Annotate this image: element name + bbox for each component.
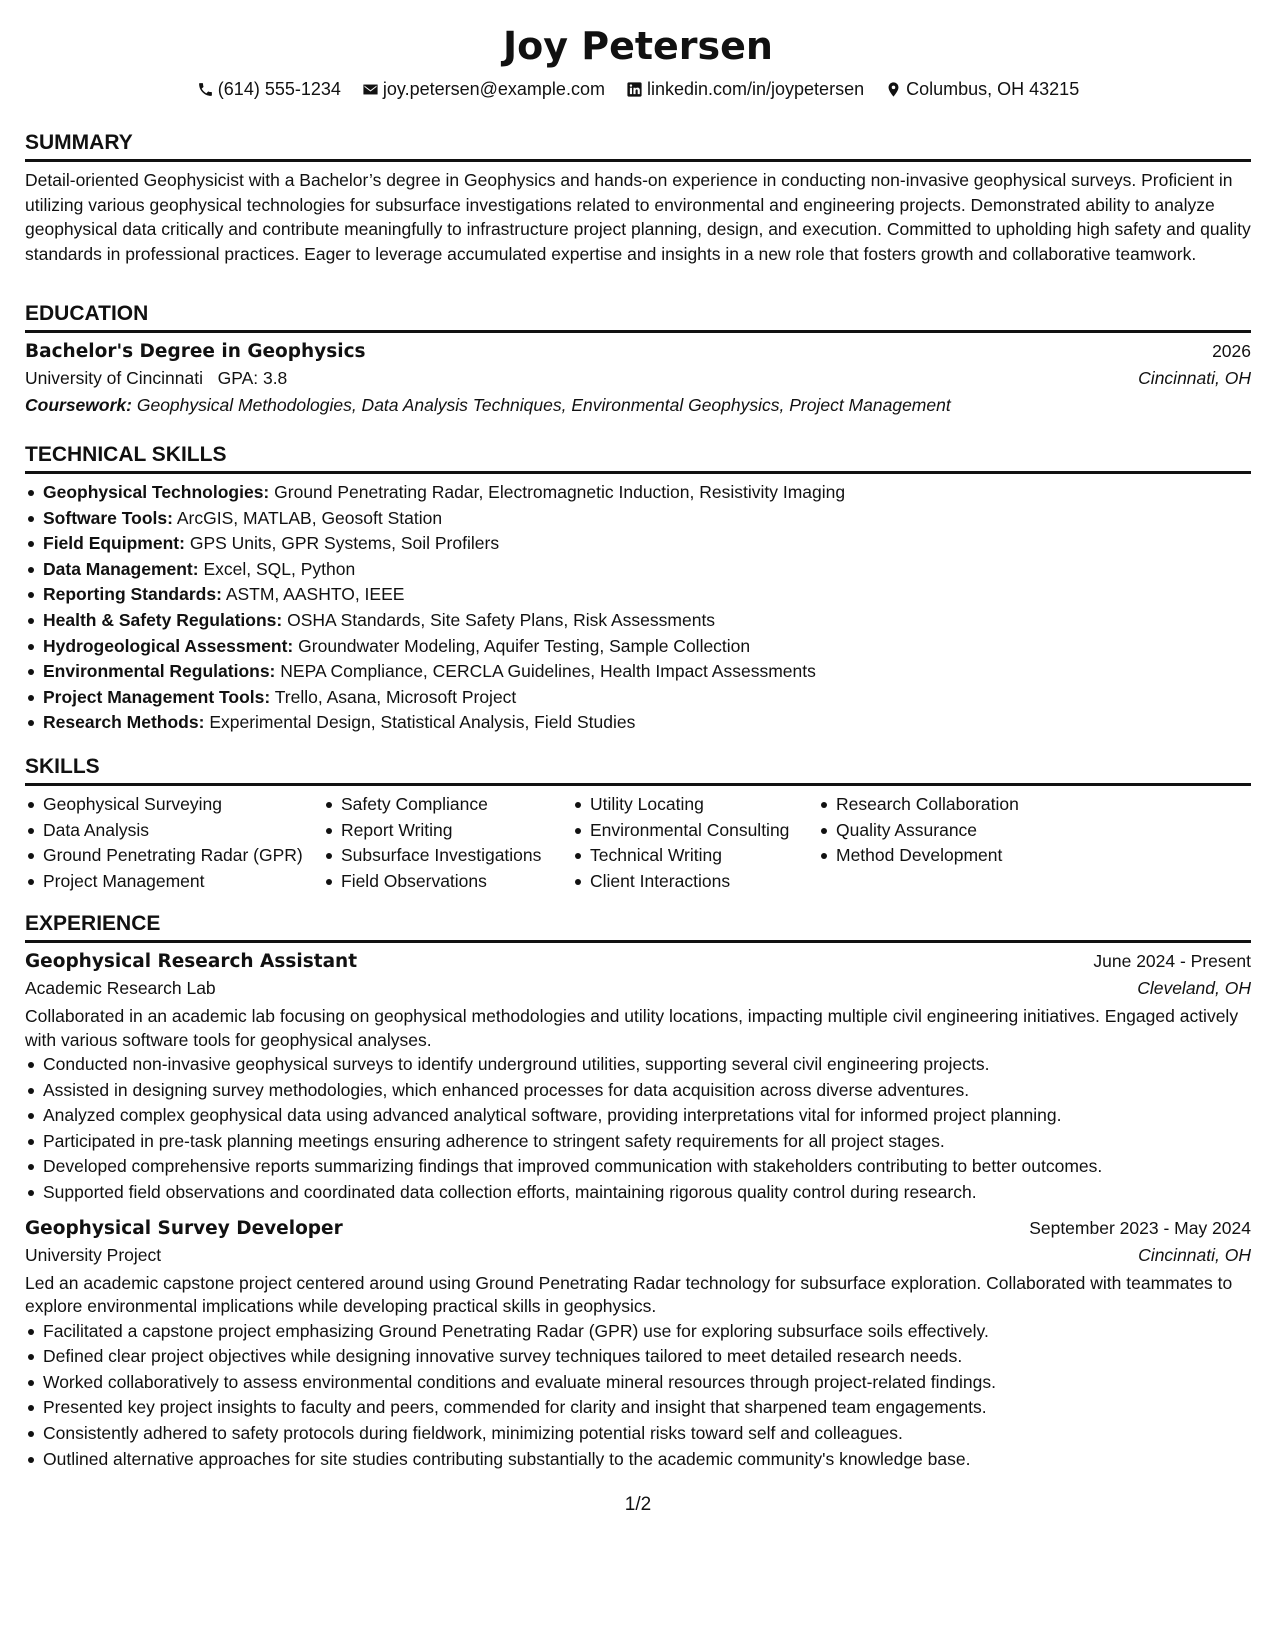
job-bullet: Facilitated a capstone project emphasizing Ground Penetrating Radar (GPR) use for exploring subsurface soils effectively. [43,1319,1251,1345]
job-dates: September 2023 - May 2024 [1029,1217,1251,1238]
contact-bar [25,79,1251,103]
skills-column [25,792,323,894]
skill-values: NEPA Compliance, CERCLA Guidelines, Health Impact Assessments [280,661,816,682]
job-bullets [25,1052,1251,1206]
job-summary: Collaborated in an academic lab focusing on geophysical methodologies and utility locations, impacting multiple civil engineering initiatives. Engaged actively with various software tools for geophysical analyses. [25,1006,1239,1050]
skill-category: Data Management: [43,558,199,579]
technical-skill-item [43,557,1251,583]
job-subheader [25,978,1251,999]
job-location: Cleveland, OH [1137,978,1251,998]
job-bullet: Presented key project insights to faculty and peers, commended for clarity and insight that sharpened team engagements. [43,1395,1251,1421]
skill-item: Client Interactions [590,869,818,895]
technical-skill-item [43,531,1251,557]
job-header [25,951,1251,972]
graduation-year: 2026 [1212,341,1251,361]
job-bullet: Analyzed complex geophysical data using advanced analytical software, providing interpretations vital for informed project planning. [43,1103,1251,1129]
job-title: Geophysical Survey Developer [25,1217,343,1239]
email-text: joy.petersen@example.com [382,79,605,99]
job-entry [25,951,1251,1206]
skill-item: Safety Compliance [341,792,572,818]
linkedin-icon [626,81,643,98]
skill-values: ArcGIS, MATLAB, Geosoft Station [176,507,443,528]
skills-grid [25,792,1251,894]
job-bullet: Developed comprehensive reports summarizing findings that improved communication with stakeholders contributing to better outcomes. [43,1154,1251,1180]
skill-values: Groundwater Modeling, Aquifer Testing, Sample Collection [298,635,751,656]
job-bullet: Assisted in designing survey methodologies, which enhanced processes for data acquisition across diverse adventures. [43,1078,1251,1104]
job-organization: University Project [25,1244,162,1265]
technical-skill-item [43,506,1251,532]
skill-category: Health & Safety Regulations: [43,609,283,630]
skill-item: Quality Assurance [836,818,1068,844]
technical-skills-section [25,443,1251,736]
job-bullet: Worked collaboratively to assess environmental conditions and evaluate mineral resources through project-related findings. [43,1370,1251,1396]
technical-skill-item [43,659,1251,685]
education-details [25,368,1251,389]
skill-category: Environmental Regulations: [43,661,276,682]
skill-item: Subsurface Investigations [341,843,572,869]
job-summary: Led an academic capstone project centered around using Ground Penetrating Radar technology for subsurface exploration. Collaborated with teammates to explore environmental implications while developing practical skills in geophysics. [25,1272,1233,1317]
job-location: Cincinnati, OH [1138,1244,1251,1265]
coursework-list: Geophysical Methodologies, Data Analysis Techniques, Environmental Geophysics, Project Management [136,395,951,415]
job-bullets [25,1319,1251,1473]
job-title: Geophysical Research Assistant [25,951,358,972]
skill-category: Field Equipment: [43,533,185,554]
skills-column [572,792,818,894]
phone-text: (614) 555-1234 [217,79,341,99]
skill-values: Trello, Asana, Microsoft Project [274,686,517,707]
summary-section [25,131,1251,266]
technical-skill-item [43,634,1251,660]
skill-category: Project Management Tools: [43,686,271,707]
section-title: TECHNICAL SKILLS [25,443,1251,474]
gpa: GPA: 3.8 [217,368,288,388]
school-name: University of Cincinnati [25,368,203,388]
skill-item: Geophysical Surveying [43,792,323,818]
section-title: SUMMARY [25,131,1251,162]
experience-section [25,912,1251,1472]
job-bullet: Defined clear project objectives while designing innovative survey techniques tailored to meet detailed research needs. [43,1344,1251,1370]
envelope-icon [362,81,379,98]
skill-item: Utility Locating [590,792,818,818]
coursework-label: Coursework: [25,395,132,415]
experience-list [25,951,1251,1472]
candidate-name: Joy Petersen [503,24,773,68]
degree: Bachelor's Degree in Geophysics [25,341,366,362]
education-header [25,341,1251,362]
skill-category: Software Tools: [43,507,173,528]
technical-skills-list [25,480,1251,736]
job-bullet: Supported field observations and coordinated data collection efforts, maintaining rigorous quality control during research. [43,1180,1251,1206]
skill-category: Hydrogeological Assessment: [43,635,294,656]
job-header [25,1218,1251,1239]
technical-skill-item [43,582,1251,608]
technical-skill-item [43,710,1251,736]
technical-skill-item [43,608,1251,634]
map-pin-icon [885,81,902,98]
skills-section [25,755,1251,894]
contact-phone[interactable] [197,79,341,100]
section-title: EXPERIENCE [25,912,1251,943]
page-number: 1/2 [624,1494,652,1515]
skill-item: Ground Penetrating Radar (GPR) [43,843,323,869]
skill-item: Data Analysis [43,818,323,844]
skill-values: ASTM, AASHTO, IEEE [225,584,405,605]
skills-column [818,792,1068,894]
skill-values: Excel, SQL, Python [203,558,356,579]
section-title: EDUCATION [25,302,1251,333]
linkedin-text: linkedin.com/in/joypetersen [646,79,865,99]
skill-item: Method Development [836,843,1068,869]
job-dates: June 2024 - Present [1093,951,1251,971]
summary-text: Detail-oriented Geophysicist with a Bachelor’s degree in Geophysics and hands-on experience in conducting non-invasive geophysical surveys. Proficient in utilizing various geophysical technologies for subsurface investigations related to environmental and engineering projects. Demonstrated ability to analyze geophysical data critically and contribute meaningfully to infrastructure project planning, design, and execution. Committed to upholding high safety and quality standards in professional practices. Eager to leverage accumulated expertise and insights in a new role that fosters growth and collaborative teamwork. [25,170,1251,264]
contact-email[interactable] [362,79,605,100]
skills-column [323,792,572,894]
job-organization: Academic Research Lab [25,978,216,998]
contact-location [885,79,1079,100]
section-title: SKILLS [25,755,1251,786]
skill-values: Experimental Design, Statistical Analysis, Field Studies [209,712,636,733]
job-entry [25,1218,1251,1473]
skill-values: GPS Units, GPR Systems, Soil Profilers [189,533,500,554]
skill-item: Field Observations [341,869,572,895]
skill-item: Environmental Consulting [590,818,818,844]
education-section [25,302,1251,416]
job-bullet: Participated in pre-task planning meetings ensuring adherence to stringent safety requirements for all project stages. [43,1129,1251,1155]
contact-linkedin[interactable] [626,79,864,100]
skill-values: Ground Penetrating Radar, Electromagnetic Induction, Resistivity Imaging [274,482,846,502]
skill-category: Geophysical Technologies: [43,482,270,502]
skill-category: Research Methods: [43,712,205,733]
job-bullet: Consistently adhered to safety protocols during fieldwork, minimizing potential risks toward self and colleagues. [43,1421,1251,1447]
job-bullet: Outlined alternative approaches for site studies contributing substantially to the academic community's knowledge base. [43,1447,1251,1473]
skill-category: Reporting Standards: [43,584,222,605]
technical-skill-item [43,685,1251,711]
skill-item: Report Writing [341,818,572,844]
school-location: Cincinnati, OH [1138,368,1251,388]
skill-values: OSHA Standards, Site Safety Plans, Risk Assessments [287,609,716,630]
location-text: Columbus, OH 43215 [906,79,1080,99]
job-subheader [25,1245,1251,1266]
skill-item: Project Management [43,869,323,895]
skill-item: Research Collaboration [836,792,1068,818]
technical-skill-item [43,480,1251,506]
job-bullet: Conducted non-invasive geophysical surveys to identify underground utilities, supporting several civil engineering projects. [43,1052,1251,1078]
coursework [25,395,1251,416]
skill-item: Technical Writing [590,843,818,869]
phone-icon [197,81,214,98]
